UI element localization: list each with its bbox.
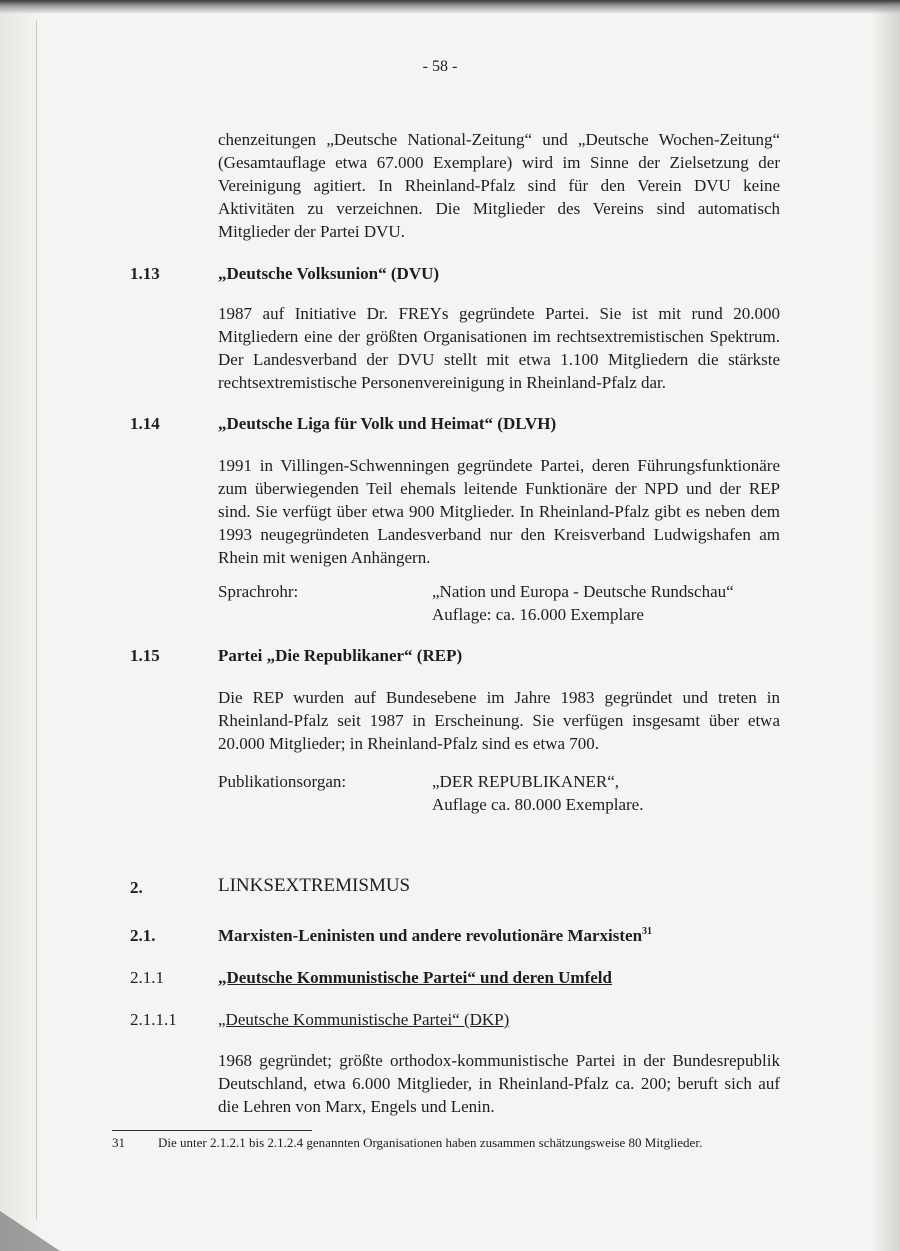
intro-paragraph: chenzeitungen „Deutsche National-Zeitung“ und „Deutsche Wochen-Zeitung“ (Gesamtauflage etwa 67.000 Exemplare) wird im Sinne der Zielsetzung der Vereinigung agitiert. In Rheinland-Pfalz sind für den Verein DVU keine Aktivitäten zu verzeichnen. Die Mitglieder des Vereins sind automatisch Mitglieder der Partei DVU. bbox=[218, 130, 780, 241]
subsection-heading-2-1 bbox=[218, 924, 652, 947]
footnote-text: Die unter 2.1.2.1 bis 2.1.2.4 genannten Organisationen haben zusammen schätzungsweise 80 Mitglieder. bbox=[158, 1135, 703, 1150]
subsection-heading-2-1-1-1: „Deutsche Kommunistische Partei“ (DKP) bbox=[218, 1010, 510, 1029]
section-heading-dlvh: „Deutsche Liga für Volk und Heimat“ (DLVH) bbox=[218, 414, 557, 433]
scan-edge-line bbox=[36, 20, 37, 1220]
value-sprachrohr-auflage: Auflage: ca. 16.000 Exemplare bbox=[432, 605, 644, 624]
scan-shadow-top bbox=[0, 0, 900, 14]
chapter-number: 2. bbox=[130, 878, 143, 897]
section-body-dlvh: 1991 in Villingen-Schwenningen gegründete Partei, deren Führungsfunktionäre zum überwiegenden Teil ehemals leitende Funktionäre der NPD und der REP sind. Sie verfügt über etwa 900 Mitglieder. In Rheinland-Pfalz gibt es neben dem 1993 neugegründeten Landesverband nur den Kreisverband Ludwigshafen am Rhein mit wenigen Anhängern. bbox=[218, 456, 780, 567]
label-publikationsorgan: Publikationsorgan: bbox=[218, 772, 347, 791]
section-number-1-13: 1.13 bbox=[130, 264, 160, 283]
subsection-body-dkp: 1968 gegründet; größte orthodox-kommunistische Partei in der Bundesrepublik Deutschland, etwa 6.000 Mitglieder, in Rheinland-Pfalz ca. 200; beruft sich auf die Lehren von Marx, Engels und Lenin. bbox=[218, 1051, 780, 1116]
section-number-1-14: 1.14 bbox=[130, 414, 160, 433]
scan-corner-shadow bbox=[0, 1211, 60, 1251]
scan-shadow-right bbox=[870, 0, 900, 1251]
chapter-title: LINKSEXTREMISMUS bbox=[218, 875, 411, 896]
footnote-number: 31 bbox=[112, 1135, 125, 1150]
section-number-1-15: 1.15 bbox=[130, 646, 160, 665]
section-body-rep: Die REP wurden auf Bundesebene im Jahre 1983 gegründet und treten in Rheinland-Pfalz seit 1987 in Erscheinung. Sie verfügen insgesamt über etwa 20.000 Mitglieder; in Rheinland-Pfalz sind es etwa 700. bbox=[218, 688, 780, 753]
value-publikation-title: „DER REPUBLIKANER“, bbox=[432, 772, 619, 791]
section-heading-rep: Partei „Die Republikaner“ (REP) bbox=[218, 646, 463, 665]
subsection-heading-2-1-1: „Deutsche Kommunistische Partei“ und deren Umfeld bbox=[218, 968, 612, 987]
section-body-dvu: 1987 auf Initiative Dr. FREYs gegründete Partei. Sie ist mit rund 20.000 Mitgliedern eine der größten Organisationen im rechtsextremistischen Spektrum. Der Landesverband der DVU stellt mit etwa 1.100 Mitgliedern die stärkste rechtsextremistische Personenvereinigung in Rheinland-Pfalz dar. bbox=[218, 304, 780, 392]
subsection-title-2-1: Marxisten-Leninisten und andere revolutionäre Marxisten bbox=[218, 926, 643, 945]
subsection-number-2-1: 2.1. bbox=[130, 926, 156, 945]
footnote-divider bbox=[112, 1130, 312, 1131]
subsection-number-2-1-1: 2.1.1 bbox=[130, 968, 164, 987]
label-sprachrohr: Sprachrohr: bbox=[218, 582, 299, 601]
subsection-number-2-1-1-1: 2.1.1.1 bbox=[130, 1010, 177, 1029]
value-sprachrohr-title: „Nation und Europa - Deutsche Rundschau“ bbox=[432, 582, 734, 601]
value-publikation-auflage: Auflage ca. 80.000 Exemplare. bbox=[432, 795, 644, 814]
section-heading-dvu: „Deutsche Volksunion“ (DVU) bbox=[218, 264, 440, 283]
footnote-ref-31: 31 bbox=[642, 926, 653, 937]
page-number: - 58 - bbox=[422, 58, 458, 75]
